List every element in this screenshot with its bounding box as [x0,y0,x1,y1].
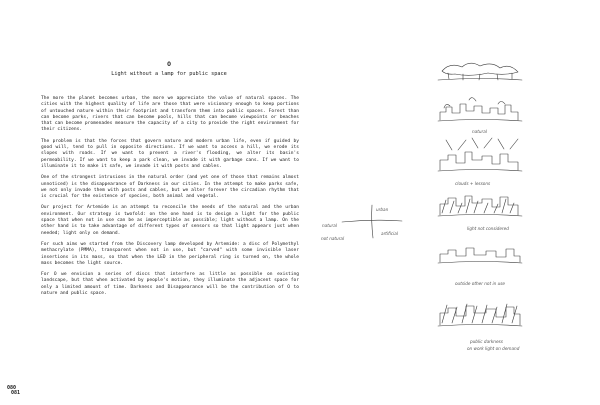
paragraph: One of the strongest intrusions in the natural order (and yet one of those that remains almost unnoticed) is the disappearance of Darkness in our cities. In the attempt to make parks safe, we not only invade them with posts and cables, but we alter forever the circadian rhythm that is crucial for the existence of species, both animal and vegetal. [41,175,299,200]
sketch-dark-city [438,196,522,231]
project-letter: O [167,60,171,68]
note-public-darkness: public darkness [470,339,503,344]
paragraph: Our project for Artemide is an attempt to reconcile the needs of the natural and the urban environment. Our strategy is twofold: on the one hand is to design a light for the public space that when not in use can be as imperceptible as possible; light without a lamp. On the other hand is to take advantage of different types of sensors so that light appears just when needed; light only on demand. [41,205,299,236]
sketch-axis [321,205,402,241]
note-outside: outside other not in use [455,281,506,286]
note-clouds: clouds + lessons [455,181,491,186]
sketch-lamps [438,138,522,186]
note-light-not-considered: light not considered [467,226,509,231]
note-light-on-demand: on work light on demand [467,346,520,351]
note-natural: natural [472,129,487,134]
sketch-urban [438,98,522,134]
page-title: Light without a lamp for public space [111,71,227,77]
paragraph: For O we envision a series of discs that interfere as little as possible on existing landscape, but that when activated by people's motion, they illuminate the adjacent space for only a limited amount of time. Darkness and Disappearance will be the contribution of O to nature and public space. [41,272,299,297]
note-artificial: artificial [381,231,398,236]
note-natural-axis: natural [322,223,337,228]
sketch-light-on-demand [438,304,522,351]
note-urban-axis: urban [376,207,389,212]
paragraph: For such aims we started from the Discovery lamp developed by Artemide: a disc of Polymethyl methacrylate (PMMA), transparent when not in use, but "carved" with some invisible laser insertions in its mass, so that when the LED in the peripheral ring is turned on, the whole mass becomes the light source. [41,241,299,266]
paragraph: The more the planet becomes urban, the more we appreciate the value of natural spaces. The cities with the highest quality of life are those that were visionary enough to keep portions of untouched nature within their footprint and transform them into public spaces. Forest than can become parks, rivers that can become pools, hills that can become viewpoints or beaches that can become promenades measure the capacity of a city to provide the right environment for their citizens. [41,96,299,133]
paragraph: The problem is that the forces that govern nature and modern urban life, even if guided by good will, tend to pull in opposite directions. If we want to access a hill, we erode its slopes with roads. If we want to prevent a river's flooding, we alter its basin's permeability. If we want to keep a park clean, we invade it with garbage cans. If we want to illuminate it to make it safe, we invade it with posts and cables. [41,138,299,169]
page-number-left: 080 [7,385,17,391]
sketch-natural [438,63,522,80]
sketch-not-in-use [438,248,522,286]
page-number-right: 081 [11,390,21,396]
note-not-natural: not natural [321,236,345,241]
